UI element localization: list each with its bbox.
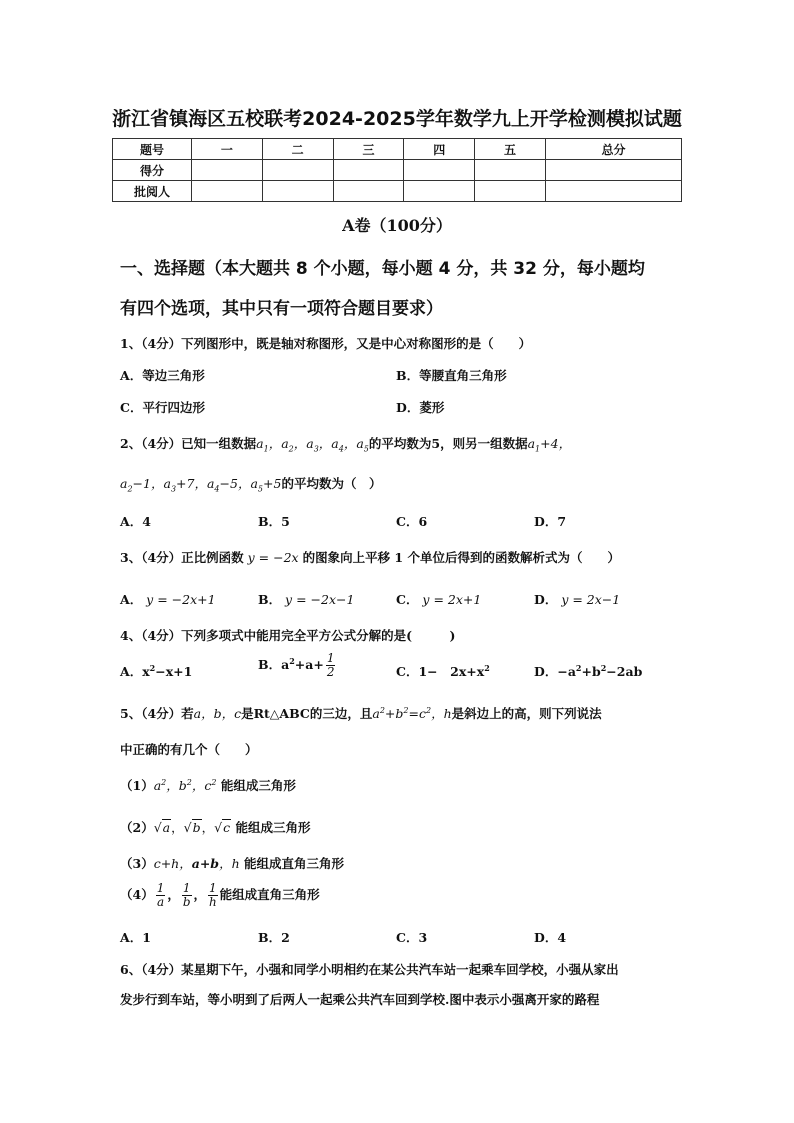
- q5-s2-expr: √a，√b，√c: [153, 820, 231, 835]
- score-cell[interactable]: [404, 181, 475, 202]
- q2-option-c[interactable]: C．6: [396, 514, 428, 529]
- q5-s2-text: 能组成三角形: [235, 820, 311, 835]
- q5-s4-text: 能组成直角三角形: [219, 887, 320, 902]
- q3-function: y = −2x: [243, 550, 303, 565]
- q3-option-b-expr: y = −2x−1: [281, 592, 355, 607]
- section-a-label: A卷（100分）: [342, 216, 452, 235]
- q5-statement-1: $(1)a^2$，$b^2$，$c^2$ 能组成三角形: [120, 777, 296, 793]
- q4-option-b[interactable]: [258, 652, 337, 679]
- q4-option-d[interactable]: [534, 662, 642, 680]
- question-4-stem: 4、（4分）下列多项式中能用完全平方公式分解的是( ): [120, 628, 456, 643]
- score-table: [112, 138, 682, 202]
- q3-option-c[interactable]: [396, 590, 481, 608]
- part1-heading-line2: 有四个选项，其中只有一项符合题目要求）: [120, 299, 443, 319]
- question-2-stem: [120, 434, 571, 454]
- score-header-cell: 题号: [113, 139, 192, 160]
- score-table-header-row: [113, 139, 682, 160]
- score-header-cell: 总分: [545, 139, 681, 160]
- q3-option-c-label: C．: [396, 592, 419, 607]
- question-6-line2: 发步行到车站，等小明到了后两人一起乘公共汽车回到学校.图中表示小强离开家的路程: [120, 992, 600, 1007]
- score-cell[interactable]: [475, 160, 546, 181]
- q4-option-d-label: D．: [534, 664, 558, 679]
- q3-option-c-expr: y = 2x+1: [418, 592, 482, 607]
- score-cell[interactable]: [545, 181, 681, 202]
- score-header-cell: 五: [475, 139, 546, 160]
- q5-option-d[interactable]: D．4: [534, 930, 567, 945]
- score-header-cell: 一: [192, 139, 263, 160]
- q4-option-d-expr: $-a^2+b^2-2ab$: [557, 662, 643, 679]
- part1-heading-line1: 一、选择题（本大题共 8 个小题，每小题 4 分，共 32 分，每小题均: [120, 259, 645, 279]
- question-5-stem: [120, 704, 602, 722]
- score-cell[interactable]: [475, 181, 546, 202]
- score-cell[interactable]: [262, 181, 333, 202]
- score-cell[interactable]: [404, 160, 475, 181]
- q5-s3-expr: c+h，a+b，h: [153, 856, 240, 871]
- q3-option-d-expr: y = 2x−1: [557, 592, 621, 607]
- q2-prefix: 2、（4分）已知一组数据: [120, 436, 257, 451]
- q3-option-a[interactable]: [120, 590, 216, 608]
- q3-option-b-label: B．: [258, 592, 282, 607]
- question-5-line2: 中正确的有几个（ ）: [120, 742, 258, 757]
- q2-option-d[interactable]: D．7: [534, 514, 567, 529]
- q5-option-c[interactable]: C．3: [396, 930, 428, 945]
- q4-option-a[interactable]: [120, 662, 192, 680]
- q4-option-a-label: A．: [120, 664, 143, 679]
- q5-s3-text: 能组成直角三角形: [243, 856, 344, 871]
- q3-option-d[interactable]: [534, 590, 620, 608]
- q1-option-c[interactable]: C．平行四边形: [120, 400, 205, 415]
- q4-option-c-label: C．: [396, 664, 419, 679]
- question-6-line1: 6、（4分）某星期下午，小强和同学小明相约在某公共汽车站一起乘车回学校，小强从家出: [120, 962, 619, 977]
- q5-frac-b: $\frac{1}{b}$: [182, 881, 191, 909]
- q4-option-c-expr: 1− $2x+x^2$: [418, 662, 490, 679]
- q2-option-a[interactable]: A．4: [120, 514, 151, 529]
- q4-fraction-half: $\frac{1}{2}$: [326, 651, 335, 679]
- q4-option-b-label: B．: [258, 657, 282, 672]
- q5-frac-h: $\frac{1}{h}$: [208, 881, 217, 909]
- q4-option-c[interactable]: [396, 662, 490, 680]
- q5-statement-3: （3）c+h，a+b，h 能组成直角三角形: [120, 856, 344, 871]
- q5-sides: a，b，c: [193, 706, 242, 721]
- q3-prefix: 3、（4分）正比例函数: [120, 550, 244, 565]
- q3-option-b[interactable]: [258, 590, 354, 608]
- q5-statement-4: （4） $\frac{1}{a}$ ， $\frac{1}{b}$ ， $\frac{1}{h}$ 能组成直角三角形: [120, 881, 320, 909]
- q5-statement-2: （2）√a，√b，√c 能组成三角形: [120, 820, 311, 835]
- score-row-label: 批阅人: [113, 181, 192, 202]
- score-header-cell: 四: [404, 139, 475, 160]
- score-table-row: [113, 181, 682, 202]
- q2-mid: 的平均数为5，则另一组数据: [368, 436, 528, 451]
- q1-option-d[interactable]: D．菱形: [396, 400, 445, 415]
- q2-data-set-2: $a_2-1$，$a_3+7$，$a_4-5$，$a_5+5$: [120, 476, 282, 494]
- q4-option-b-expr: $a^2+a+$: [281, 655, 324, 672]
- q3-suffix: 的图象向上平移 1 个单位后得到的函数解析式为（ ）: [302, 550, 620, 565]
- score-header-cell: 三: [333, 139, 404, 160]
- q5-pythagoras: $a^2+b^2=c^2$，h: [372, 705, 452, 721]
- q2-option-b[interactable]: B．5: [258, 514, 290, 529]
- q2-data-term: $a_1+4$，: [527, 436, 572, 454]
- q3-option-d-label: D．: [534, 592, 558, 607]
- q1-option-b[interactable]: B．等腰直角三角形: [396, 368, 507, 383]
- q5-prefix: 5、（4分）若: [120, 706, 194, 721]
- q2-suffix: 的平均数为（ ）: [281, 476, 382, 491]
- q5-mid1: 是Rt△ABC的三边，且: [241, 706, 373, 721]
- score-cell[interactable]: [192, 160, 263, 181]
- q2-data-set-1: $a_1$，$a_2$，$a_3$，$a_4$，$a_5$: [256, 436, 369, 454]
- score-row-label: 得分: [113, 160, 192, 181]
- question-1-stem: 1、（4分）下列图形中，既是轴对称图形，又是中心对称图形的是（ ）: [120, 336, 532, 351]
- q3-option-a-expr: y = −2x+1: [142, 592, 216, 607]
- q5-s1-text: 能组成三角形: [220, 778, 296, 793]
- q3-option-a-label: A．: [120, 592, 143, 607]
- q5-frac-a: $\frac{1}{a}$: [156, 881, 165, 909]
- q5-s1-expr: $a^2$，$b^2$，$c^2$: [153, 777, 217, 793]
- score-header-cell: 二: [262, 139, 333, 160]
- q5-option-b[interactable]: B．2: [258, 930, 290, 945]
- score-cell[interactable]: [262, 160, 333, 181]
- question-2-line2: [120, 474, 381, 494]
- q4-option-a-expr: $x^2-x+1$: [142, 662, 193, 679]
- exam-title: 浙江省镇海区五校联考2024-2025学年数学九上开学检测模拟试题: [112, 108, 682, 130]
- score-cell[interactable]: [333, 181, 404, 202]
- score-cell[interactable]: [192, 181, 263, 202]
- score-table-row: [113, 160, 682, 181]
- q1-option-a[interactable]: A．等边三角形: [120, 368, 205, 383]
- score-cell[interactable]: [333, 160, 404, 181]
- score-cell[interactable]: [545, 160, 681, 181]
- q5-mid2: 是斜边上的高，则下列说法: [451, 706, 602, 721]
- q5-option-a[interactable]: A．1: [120, 930, 151, 945]
- question-3-stem: [120, 548, 620, 566]
